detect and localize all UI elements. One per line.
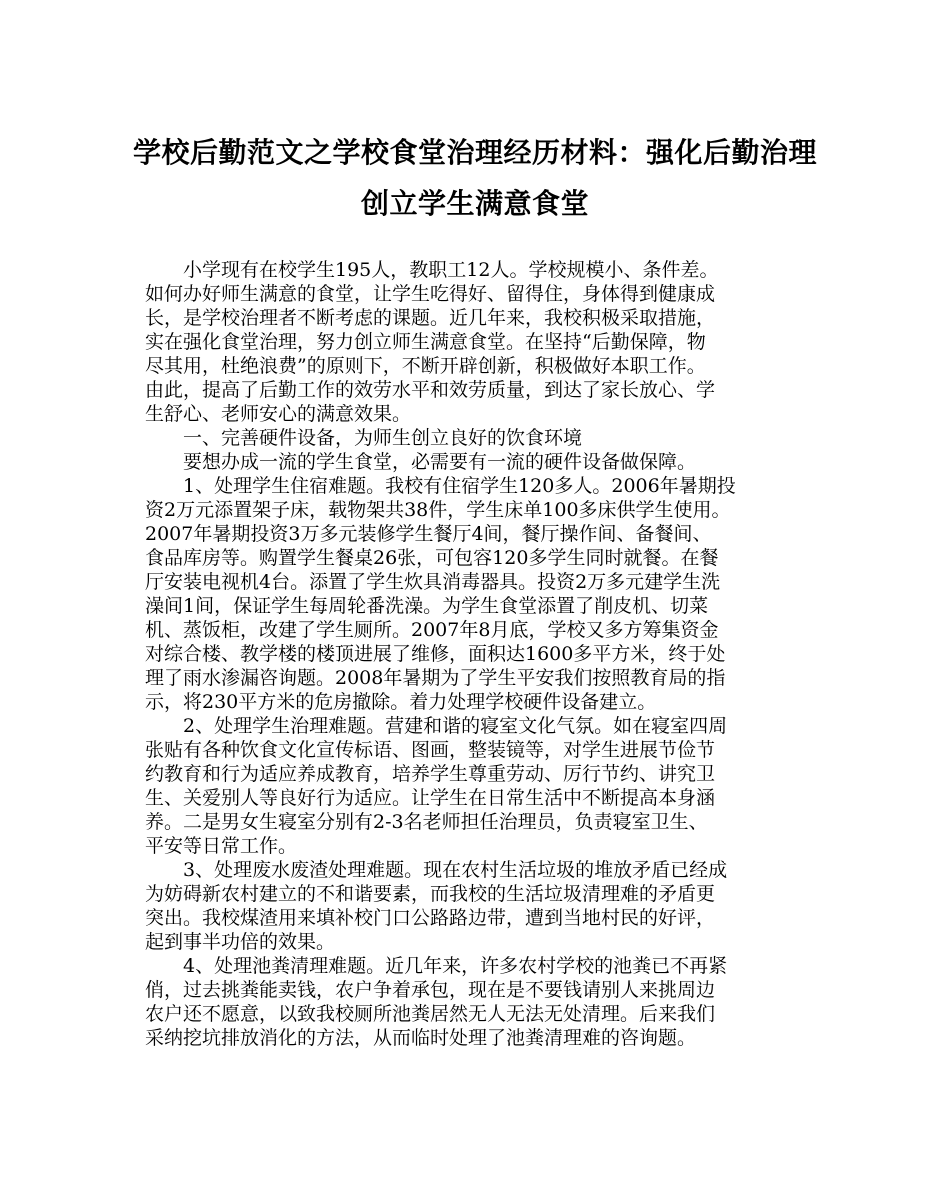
paragraph-line: 1、处理学生住宿难题。我校有住宿学生120多人。2006年暑期投	[183, 475, 736, 497]
section-heading: 一、完善硬件设备，为师生创立良好的饮食环境	[183, 427, 583, 449]
paragraph-line: 长，是学校治理者不断考虑的课题。近几年来，我校积极采取措施，	[145, 307, 716, 329]
document-title-line-2: 创立学生满意食堂	[360, 187, 589, 220]
paragraph-line: 厅安装电视机4台。添置了学生炊具消毒器具。投资2万多元建学生洗	[145, 571, 721, 593]
paragraph-line: 由此，提高了后勤工作的效劳水平和效劳质量，到达了家长放心、学	[145, 379, 716, 401]
paragraph-line: 俏，过去挑粪能卖钱，农户争着承包，现在是不要钱请别人来挑周边	[145, 979, 716, 1001]
paragraph-line: 张贴有各种饮食文化宣传标语、图画，整装镜等，对学生进展节俭节	[145, 739, 716, 761]
paragraph-line: 3、处理废水废渣处理难题。现在农村生活垃圾的堆放矛盾已经成	[183, 859, 728, 881]
paragraph-line: 采纳挖坑排放消化的方法，从而临时处理了池粪清理难的咨询题。	[145, 1027, 697, 1049]
paragraph-line: 对综合楼、教学楼的楼顶进展了维修，面积达1600多平方米，终于处	[145, 643, 726, 665]
paragraph-line: 约教育和行为适应养成教育，培养学生尊重劳动、厉行节约、讲究卫	[145, 763, 716, 785]
paragraph-line: 起到事半功倍的效果。	[145, 931, 336, 953]
paragraph-line: 2、处理学生治理难题。营建和谐的寝室文化气氛。如在寝室四周	[183, 715, 728, 737]
paragraph-line: 如何办好师生满意的食堂，让学生吃得好、留得住，身体得到健康成	[145, 283, 716, 305]
paragraph-line: 平安等日常工作。	[145, 835, 298, 857]
paragraph-line: 4、处理池粪清理难题。近几年来，许多农村学校的池粪已不再紧	[183, 955, 728, 977]
paragraph-line: 要想办成一流的学生食堂，必需要有一流的硬件设备做保障。	[183, 451, 697, 473]
paragraph-line: 养。二是男女生寝室分别有2-3名老师担任治理员，负责寝室卫生、	[145, 811, 708, 833]
paragraph-line: 为妨碍新农村建立的不和谐要素，而我校的生活垃圾清理难的矛盾更	[145, 883, 716, 905]
paragraph-line: 理了雨水渗漏咨询题。2008年暑期为了学生平安我们按照教育局的指	[145, 667, 726, 689]
paragraph-line: 尽其用，杜绝浪费”的原则下，不断开辟创新，积极做好本职工作。	[145, 355, 706, 377]
paragraph-line: 生舒心、老师安心的满意效果。	[145, 403, 412, 425]
paragraph-line: 农户还不愿意，以致我校厕所池粪居然无人无法无处清理。后来我们	[145, 1003, 716, 1025]
paragraph-line: 澡间1间，保证学生每周轮番洗澡。为学生食堂添置了削皮机、切菜	[145, 595, 709, 617]
paragraph-line: 实在强化食堂治理，努力创立师生满意食堂。在坚持“后勤保障，物	[145, 331, 706, 353]
paragraph-line: 突出。我校煤渣用来填补校门口公路路边带，遭到当地村民的好评，	[145, 907, 716, 929]
paragraph-line: 机、蒸饭柜，改建了学生厕所。2007年8月底，学校又多方筹集资金	[145, 619, 719, 641]
paragraph-line: 小学现有在校学生195人，教职工12人。学校规模小、条件差。	[183, 259, 719, 281]
document-title-line-1: 学校后勤范文之学校食堂治理经历材料：强化后勤治理	[132, 136, 817, 169]
document-body	[145, 258, 825, 1050]
paragraph-line: 资2万元添置架子床，载物架共38件，学生床单100多床供学生使用。	[145, 499, 731, 521]
paragraph-line: 生、关爱别人等良好行为适应。让学生在日常生活中不断提高本身涵	[145, 787, 716, 809]
paragraph-line: 2007年暑期投资3万多元装修学生餐厅4间，餐厅操作间、备餐间、	[145, 523, 712, 545]
paragraph-line: 食品库房等。购置学生餐桌26张，可包容120多学生同时就餐。在餐	[145, 547, 719, 569]
paragraph-line: 示，将230平方米的危房撤除。着力处理学校硬件设备建立。	[145, 691, 657, 713]
